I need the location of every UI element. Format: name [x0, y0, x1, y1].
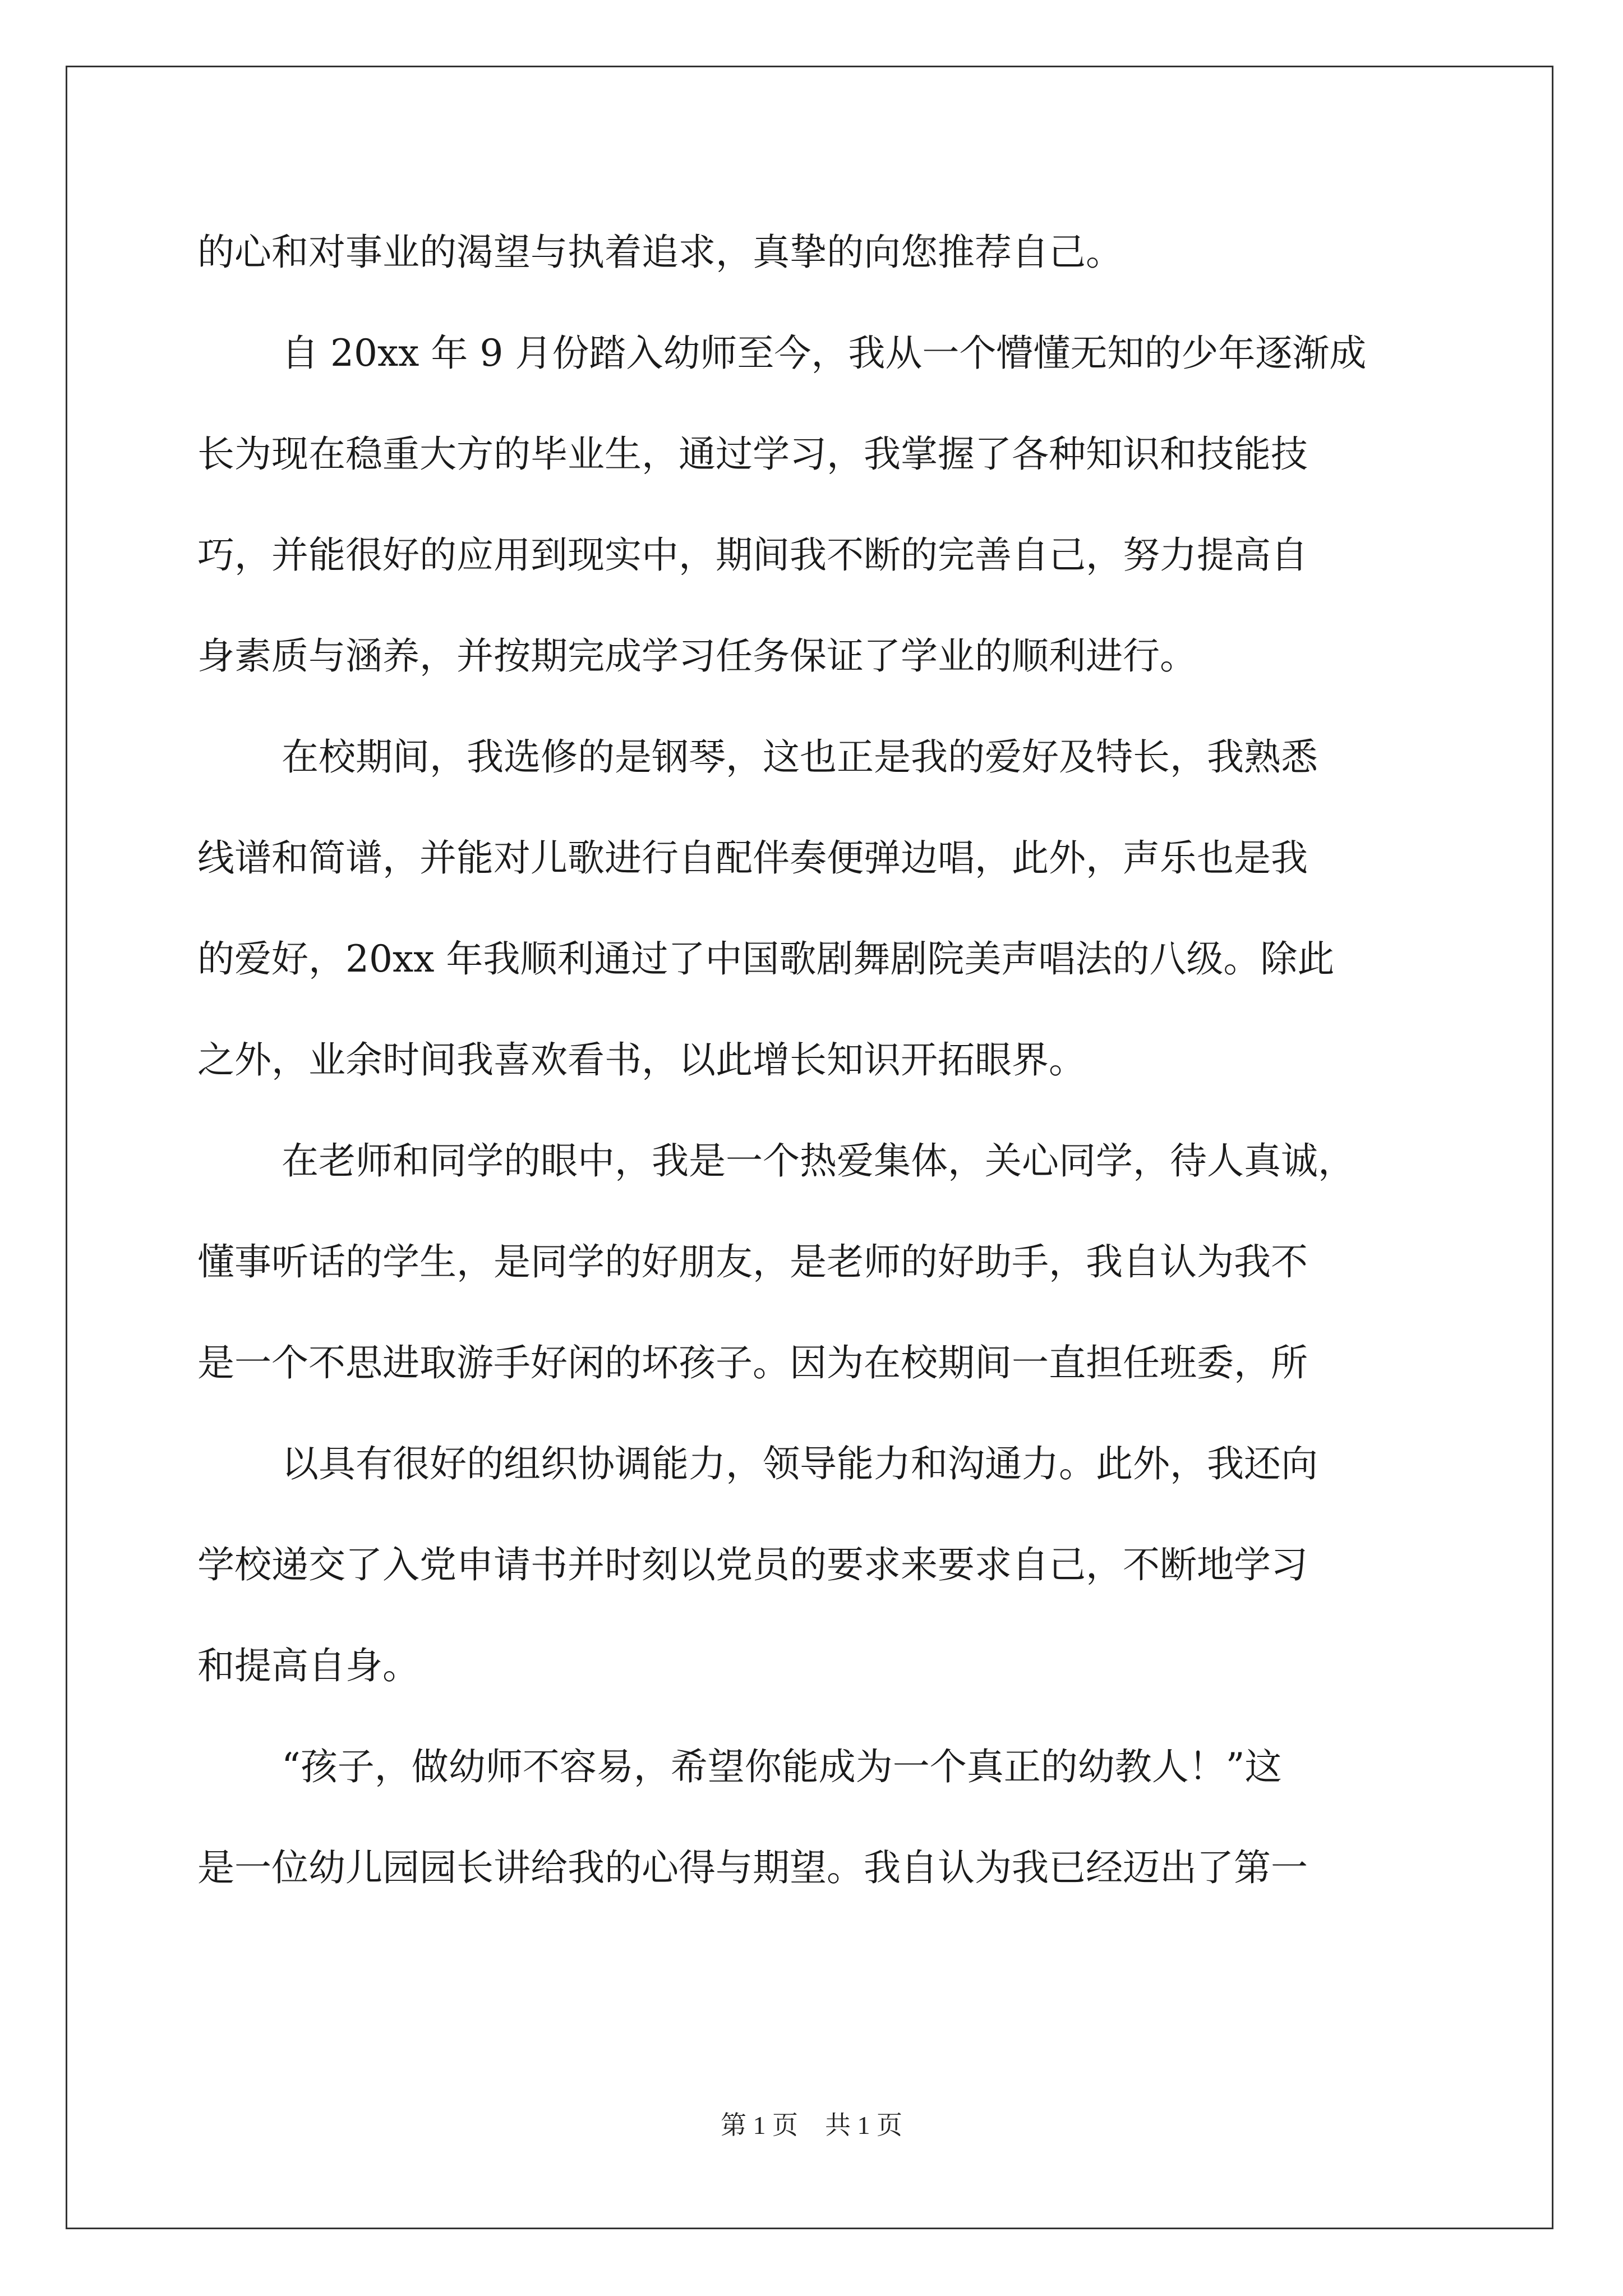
text-line: “孩子，做幼师不容易，希望你能成为一个真正的幼教人！”这: [282, 1745, 1282, 1788]
text-line: 巧，并能很好的应用到现实中，期间我不断的完善自己，努力提高自: [197, 533, 1308, 577]
text-line: 在老师和同学的眼中，我是一个热爱集体，关心同学，待人真诚，: [282, 1139, 1355, 1182]
document-body: [197, 202, 1459, 1918]
text-line: 身素质与涵养，并按期完成学习任务保证了学业的顺利进行。: [197, 634, 1197, 678]
text-line: 的心和对事业的渴望与执着追求，真挚的向您推荐自己。: [197, 231, 1123, 274]
text-line: 在校期间，我选修的是钢琴，这也正是我的爱好及特长，我熟悉: [282, 735, 1318, 779]
text-line: 的爱好，20xx 年我顺利通过了中国歌剧舞剧院美声唱法的八级。除此: [197, 937, 1335, 981]
page-total: 共 1 页: [825, 2111, 902, 2139]
text-line: 以具有很好的组织协调能力，领导能力和沟通力。此外，我还向: [282, 1442, 1318, 1485]
text-line: 线谱和简谱，并能对儿歌进行自配伴奏便弹边唱，此外，声乐也是我: [197, 836, 1308, 880]
page-footer: [0, 2105, 1623, 2142]
text-line: 自 20xx 年 9 月份踏入幼师至今，我从一个懵懂无知的少年逐渐成: [282, 332, 1367, 375]
text-line: 是一位幼儿园园长讲给我的心得与期望。我自认为我已经迈出了第一: [197, 1846, 1308, 1889]
text-line: 之外，业余时间我喜欢看书，以此增长知识开拓眼界。: [197, 1038, 1086, 1082]
text-line: 是一个不思进取游手好闲的坏孩子。因为在校期间一直担任班委，所: [197, 1341, 1308, 1384]
text-line: 学校递交了入党申请书并时刻以党员的要求来要求自己，不断地学习: [197, 1543, 1308, 1586]
text-line: 和提高自身。: [197, 1644, 419, 1687]
page-number: 第 1 页: [721, 2111, 798, 2139]
text-line: 懂事听话的学生，是同学的好朋友，是老师的好助手，我自认为我不: [197, 1240, 1308, 1283]
text-line: 长为现在稳重大方的毕业生，通过学习，我掌握了各种知识和技能技: [197, 432, 1308, 476]
